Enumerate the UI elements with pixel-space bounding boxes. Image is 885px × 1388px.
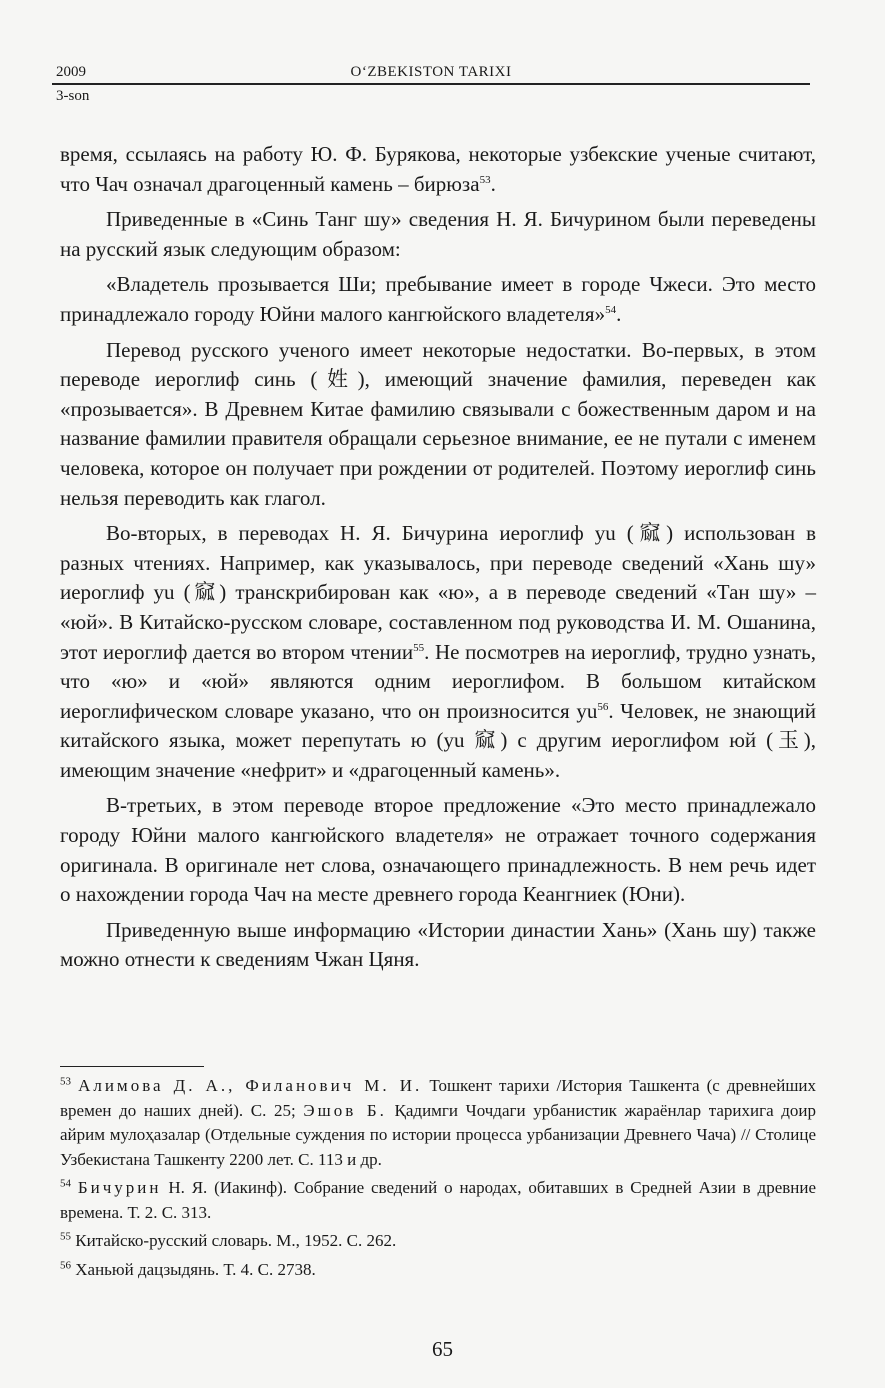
footnote-55: $^{55}$ Китайско-русский словарь. М., 1952. С. 262. [60, 1230, 397, 1250]
header-rule [52, 83, 810, 85]
header-journal-title: O‘ZBEKISTON TARIXI [350, 64, 512, 80]
main-text [60, 140, 816, 981]
header-issue: 3-son [56, 88, 90, 104]
footnotes [60, 1074, 816, 1286]
footnote-ref-53[interactable]: 53 [479, 173, 491, 186]
running-header [52, 60, 810, 120]
footnote-56: $^{56}$ Ханьюй дацзыдянь. Т. 4. С. 2738. [60, 1258, 316, 1279]
footnote-ref-56[interactable]: 56 [597, 700, 609, 713]
footnote-ref-55[interactable]: 55 [413, 641, 425, 654]
footnote-53: $^{53}$ Алимова Д. А., Филанович М. И. Тошкент тарихи /История Ташкента (с древнейших времен до наших дней). С. 25; Эшов Б. Қадимги Чочдаги урбанистик жараёнлар тарихига доир айрим мулоҳазалар (Отдельные суждения по истории процесса урбанизации Древнего Чача) // Столице Узбекистана Ташкенту 2200 лет. С. 113 и др. [60, 1075, 817, 1169]
paragraph-4: Перевод русского ученого имеет некоторые недостатки. Во-первых, в этом переводе иероглиф синь (姓), имеющий значение фамилия, переведен как «прозывается». В Древнем Китае фамилию связывали с божественным даром и на название фамилии правителя обращали серьезное внимание, ее не путали с именем человека, которое он получает при рождении от родителей. Поэтому иероглиф синь нельзя переводить как глагол. [60, 337, 816, 510]
paragraph-5: Во-вторых, в переводах Н. Я. Бичурина иероглиф yu (窳) использован в разных чтениях. Например, как указывалось, при переводе сведений «Хань шу» иероглиф yu (窳) транскрибирован как «ю», а в переводе сведений «Тан шу» – «юй». В Китайско-русском словаре, составленном под руководства И. М. Ошанина, этот иероглиф дается во втором чтении$^{55}$. Не посмотрев на иероглиф, трудно узнать, что «ю» и «юй» являются одним иероглифом. В большом китайском иероглифическом словаре указано, что он произносится $yu^{56}$. Человек, не знающий китайского языка, может перепутать ю (yu 窳) с другим иероглифом юй (玉), имеющим значение «нефрит» и «драгоценный камень». [60, 521, 816, 782]
paragraph-3-quote: «Владетель прозывается Ши; пребывание имеет в городе Чжеси. Это место принадлежало городу Юйни малого кангюйского владетеля»$^{54}$. [60, 272, 816, 326]
footnote-rule [60, 1066, 204, 1067]
paragraph-2: Приведенные в «Синь Танг шу» сведения Н. Я. Бичурином были переведены на русский язык следующим образом: [60, 207, 816, 261]
page-number: 65 [432, 1337, 453, 1361]
footnote-54: $^{54}$ Бичурин Н. Я. (Иакинф). Собрание сведений о народах, обитавших в Средней Азии в древние времена. Т. 2. С. 313. [60, 1177, 817, 1222]
header-year: 2009 [56, 64, 86, 80]
paragraph-7: Приведенную выше информацию «Истории династии Хань» (Хань шу) также можно отнести к сведениям Чжан Цяня. [60, 917, 816, 972]
paragraph-6: В-третьих, в этом переводе второе предложение «Это место принадлежало городу Юйни малого кангюйского владетеля» не отражает точного содержания оригинала. В оригинале нет слова, означающего принадлежность. В нем речь идет о нахождении города Чач на месте древнего города Кеангниек (Юни). [60, 793, 816, 907]
paragraph-1: время, ссылаясь на работу Ю. Ф. Бурякова, некоторые узбекские ученые считают, что Чач означал драгоценный камень – бирюза$^{53}$. [60, 142, 816, 196]
footnote-ref-54[interactable]: 54 [605, 303, 617, 316]
